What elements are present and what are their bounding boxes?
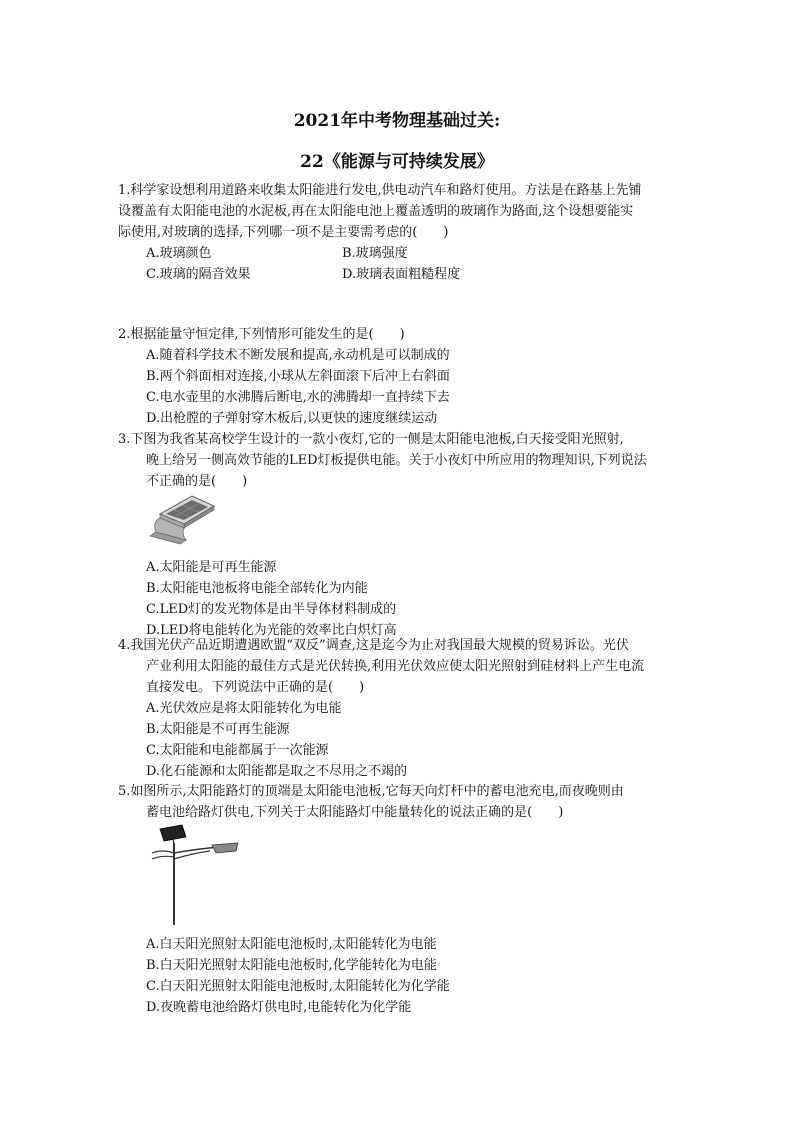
question-2-option-d: D.出枪膛的子弹射穿木板后,以更快的速度继续运动 [146, 411, 438, 426]
question-4-option-d: D.化石能源和太阳能都是取之不尽用之不竭的 [146, 764, 408, 779]
question-1 [118, 180, 698, 285]
question-1-option-a: A.玻璃颜色 [146, 246, 212, 261]
question-5-option-d: D.夜晚蓄电池给路灯供电时,电能转化为化学能 [146, 1000, 412, 1015]
question-1-stem-line1: 1.科学家设想利用道路来收集太阳能进行发电,供电动汽车和路灯使用。方法是在路基上先铺 [118, 183, 642, 198]
question-2 [118, 324, 698, 429]
question-5-stem-line2: 蓄电池给路灯供电,下列关于太阳能路灯中能量转化的说法正确的是( ) [146, 805, 564, 820]
question-3-option-b: B.太阳能电池板将电能全部转化为内能 [146, 581, 368, 596]
night-light-figure [146, 492, 698, 557]
question-3-stem-line3: 不正确的是( ) [146, 474, 248, 489]
question-4-option-a: A.光伏效应是将太阳能转化为电能 [146, 701, 342, 716]
question-3-option-d: D.LED将电能转化为光能的效率比白炽灯高 [146, 623, 397, 638]
question-4-option-c: C.太阳能和电能都属于一次能源 [146, 743, 329, 758]
question-2-stem: 2.根据能量守恒定律,下列情形可能发生的是( ) [118, 327, 405, 342]
question-1-option-c: C.玻璃的隔音效果 [146, 267, 251, 282]
question-1-stem-line2: 设覆盖有太阳能电池的水泥板,再在太阳能电池上覆盖透明的玻璃作为路面,这个设想要能实 [118, 204, 634, 219]
question-3-stem-line1: 3.下图为我省某高校学生设计的一款小夜灯,它的一侧是太阳能电池板,白天接受阳光照射, [118, 432, 624, 447]
page-title-line1: 2021年中考物理基础过关: [293, 111, 501, 131]
question-5-option-a: A.白天阳光照射太阳能电池板时,太阳能转化为电能 [146, 937, 437, 952]
page-title-line2: 22《能源与可持续发展》 [300, 152, 494, 172]
question-3-option-c: C.LED灯的发光物体是由半导体材料制成的 [146, 602, 397, 617]
question-4 [118, 635, 698, 782]
question-1-option-b: B.玻璃强度 [342, 246, 408, 261]
question-3-stem-line2: 晚上给另一侧高效节能的LED灯板提供电能。关于小夜灯中所应用的物理知识,下列说法 [146, 453, 647, 468]
question-2-option-c: C.电水壶里的水沸腾后断电,水的沸腾却一直持续下去 [146, 390, 450, 405]
question-5 [118, 781, 698, 1018]
question-4-option-b: B.太阳能是不可再生能源 [146, 722, 290, 737]
question-4-stem-line3: 直接发电。下列说法中正确的是( ) [146, 680, 365, 695]
question-2-option-b: B.两个斜面相对连接,小球从左斜面滚下后冲上右斜面 [146, 369, 450, 384]
question-5-option-c: C.白天阳光照射太阳能电池板时,太阳能转化为化学能 [146, 979, 450, 994]
question-5-stem-line1: 5.如图所示,太阳能路灯的顶端是太阳能电池板,它每天向灯杆中的蓄电池充电,而夜晚则由 [118, 784, 624, 799]
question-3 [118, 429, 698, 641]
question-2-option-a: A.随着科学技术不断发展和提高,永动机是可以制成的 [146, 348, 450, 363]
question-1-stem-line3: 际使用,对玻璃的选择,下列哪一项不是主要需考虑的( ) [118, 225, 449, 240]
question-4-stem-line1: 4.我国光伏产品近期遭遇欧盟“双反”调查,这是迄今为止对我国最大规模的贸易诉讼。光伏 [118, 638, 629, 653]
question-4-stem-line2: 产业利用太阳能的最佳方式是光伏转换,利用光伏效应使太阳光照射到硅材料上产生电流 [146, 659, 645, 674]
question-3-option-a: A.太阳能是可再生能源 [146, 560, 277, 575]
question-1-option-d: D.玻璃表面粗糙程度 [342, 267, 461, 282]
question-5-option-b: B.白天阳光照射太阳能电池板时,化学能转化为电能 [146, 958, 437, 973]
solar-street-light-figure [146, 823, 698, 934]
